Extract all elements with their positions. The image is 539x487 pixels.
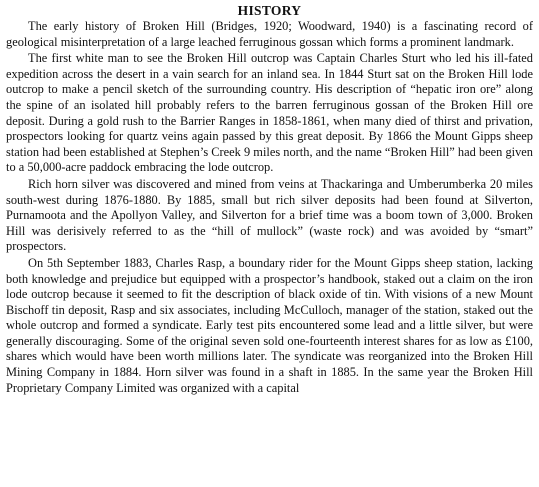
paragraph-sturt: The first white man to see the Broken Hill outcrop was Captain Charles Sturt who led his ill-fated expedition across the desert in a vain search for an inland sea. In 1844 Sturt sat on the Broken Hill lode outcrop to make a pencil sketch of the surrounding country. His description of “hepatic iron ore” along the spine of an isolated hill probably refers to the barren ferruginous gossan of the Broken Hill ore deposit. During a gold rush to the Barrier Ranges in 1858-1861, when many died of thirst and privation, prospectors looking for quartz veins again passed by this great deposit. By 1866 the Mount Gipps sheep station had been established at Stephen’s Creek 9 miles north, and the name “Broken Hill” had been given to a 50,000-acre paddock embracing the lode outcrop. xyxy=(6,51,533,175)
paragraph-intro: The early history of Broken Hill (Bridges, 1920; Woodward, 1940) is a fascinating record of geological misinterpretation of a large leached ferruginous gossan which forms a prominent landmark. xyxy=(6,19,533,49)
paragraph-rasp: On 5th September 1883, Charles Rasp, a boundary rider for the Mount Gipps sheep station, lacking both knowledge and prejudice but equipped with a prospector’s handbook, staked out a claim on the iron lode outcrop because it seemed to fit the description of black oxide of tin. With visions of a new Mount Bischoff tin deposit, Rasp and six associates, including McCulloch, manager of the station, staked out the whole outcrop and formed a syndicate. Early test pits encountered some lead and a little silver, but were generally discouraging. Some of the original seven sold one-fourteenth interest shares for as low as £100, shares which would have been worth millions later. The syndicate was reorganized into the Broken Hill Mining Company in 1884. Horn silver was found in a shaft in 1885. In the same year the Broken Hill Proprietary Company Limited was organized with a capital xyxy=(6,255,533,395)
document-page xyxy=(6,3,533,397)
paragraph-horn-silver: Rich horn silver was discovered and mined from veins at Thackaringa and Umberumberka 20 miles south-west during 1876-1880. By 1885, small but rich silver deposits had been found at Silverton, Purnamoota and the Apollyon Valley, and Silverton for a brief time was a boom town of 3,000. Broken Hill was derisively referred to as the “hill of mullock” (waste rock) and was avoided by “smart” prospectors. xyxy=(6,176,533,254)
section-heading: HISTORY xyxy=(237,3,302,18)
